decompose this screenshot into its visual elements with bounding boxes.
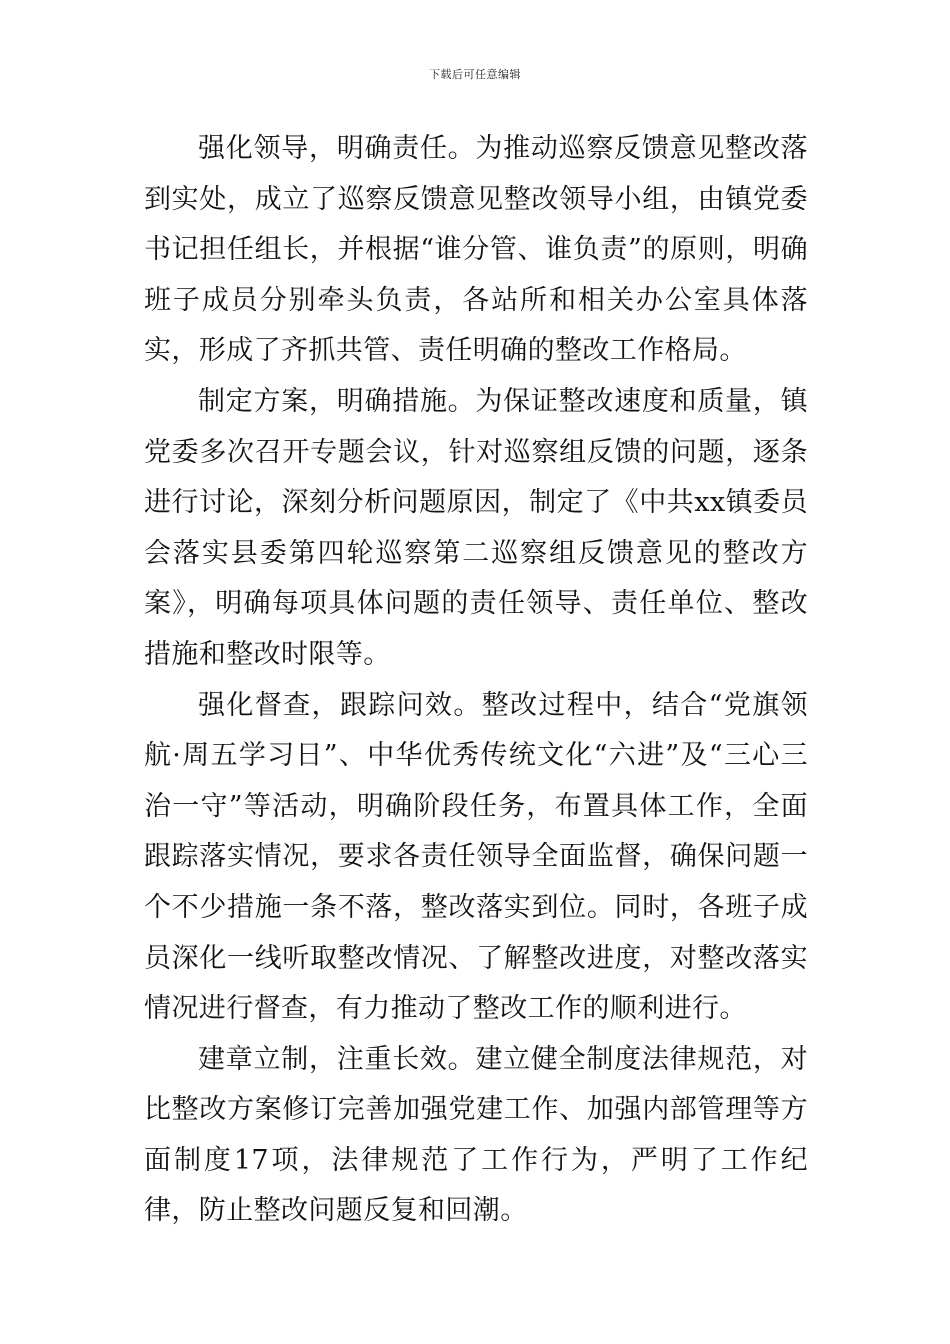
paragraph-supervision: 强化督查，跟踪问效。整改过程中，结合“党旗领航·周五学习日”、中华优秀传统文化“六进”及“三心三治一守”等活动，明确阶段任务，布置具体工作，全面跟踪落实情况，要求各责任领导全面监督，确保问题一个不少措施一条不落，整改落实到位。同时，各班子成员深化一线听取整改情况、了解整改进度，对整改落实情况进行督查，有力推动了整改工作的顺利进行。: [144, 689, 808, 1025]
document-body: [144, 124, 808, 1237]
paragraph-leadership: 强化领导，明确责任。为推动巡察反馈意见整改落到实处，成立了巡察反馈意见整改领导小组，由镇党委书记担任组长，并根据“谁分管、谁负责”的原则，明确班子成员分别牵头负责，各站所和相关办公室具体落实，形成了齐抓共管、责任明确的整改工作格局。: [144, 133, 808, 367]
paragraph-plan: 制定方案，明确措施。为保证整改速度和质量，镇党委多次召开专题会议，针对巡察组反馈的问题，逐条进行讨论，深刻分析问题原因，制定了《中共xx镇委员会落实县委第四轮巡察第二巡察组反馈意见的整改方案》，明确每项具体问题的责任领导、责任单位、整改措施和整改时限等。: [144, 385, 808, 670]
page-header: 下载后可任意编辑: [429, 68, 521, 81]
paragraph-institution: 建章立制，注重长效。建立健全制度法律规范，对比整改方案修订完善加强党建工作、加强内部管理等方面制度17项，法律规范了工作行为，严明了工作纪律，防止整改问题反复和回潮。: [144, 1043, 808, 1227]
